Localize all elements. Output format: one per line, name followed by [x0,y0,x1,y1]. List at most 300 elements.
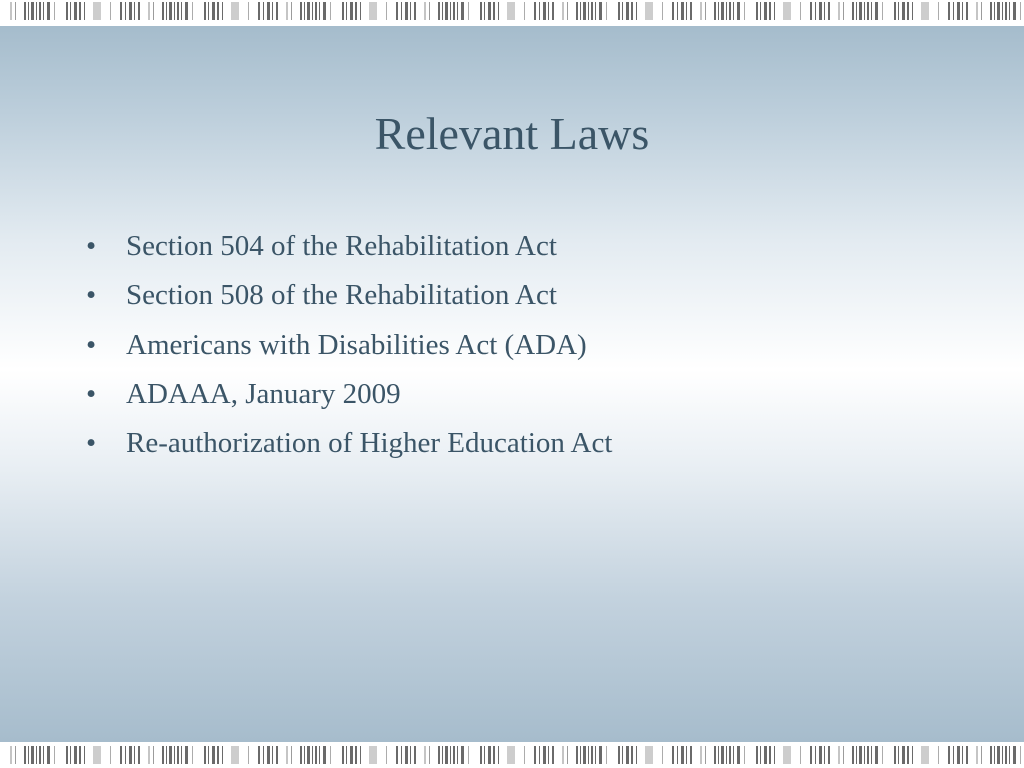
barcode-bar [457,746,458,764]
barcode-bar [524,2,525,20]
barcode-bar [622,2,623,20]
bullet-text: ADAAA, January 2009 [126,377,401,410]
barcode-bar [938,746,939,764]
barcode-bar [28,2,29,20]
barcode-bar [677,746,678,764]
barcode-bar [819,746,822,764]
barcode-bar [222,746,223,764]
barcode-bar [583,2,586,20]
barcode-bar [729,746,731,764]
barcode-bar [756,2,758,20]
barcode-bar [300,2,302,20]
barcode-bar [898,2,899,20]
barcode-bar [442,746,443,764]
bullet-text: Re-authorization of Higher Education Act [126,427,613,460]
barcode-bar [134,2,135,20]
barcode-bar [882,2,883,20]
barcode-bar [859,2,862,20]
barcode-bar [177,2,179,20]
barcode-bar [276,746,278,764]
bullet-icon: • [86,230,97,262]
bullet-item [86,321,612,370]
barcode-bar [129,2,132,20]
barcode-bar [898,746,899,764]
barcode-bar [429,2,430,20]
barcode-bar [488,746,491,764]
barcode-bar [461,746,464,764]
barcode-bar [414,2,416,20]
barcode-bar [764,2,767,20]
barcode-bar [856,746,857,764]
barcode-bar [912,2,913,20]
barcode-bar [631,2,633,20]
barcode-bar [714,2,716,20]
barcode-bar [484,2,485,20]
barcode-bar [276,2,278,20]
barcode-bar [24,2,26,20]
barcode-bar [350,746,353,764]
barcode-bar [231,2,239,20]
barcode-bar [580,746,581,764]
barcode-bar [110,746,111,764]
barcode-bar [875,2,878,20]
barcode-bar [312,746,313,764]
barcode-bar [192,746,193,764]
barcode-bar [208,746,209,764]
barcode-bar [355,2,357,20]
barcode-bar [681,2,684,20]
barcode-bar [774,2,775,20]
barcode-bar [957,2,960,20]
barcode-bar [902,746,905,764]
barcode-bar [39,2,41,20]
barcode-bar [181,2,182,20]
barcode-bar [800,746,801,764]
bullet-item [86,271,612,320]
barcode-bar [125,746,126,764]
barcode-bar [307,746,310,764]
barcode-bar [248,2,249,20]
barcode-bar [153,746,154,764]
bullet-item [86,222,612,271]
barcode-bar [764,746,767,764]
barcode-bar [217,746,219,764]
barcode-bar [47,746,50,764]
barcode-bar [47,2,50,20]
barcode-bar [686,746,687,764]
barcode-bar [169,2,172,20]
barcode-bar [744,2,745,20]
barcode-bar [315,2,317,20]
barcode-bar [148,2,150,20]
barcode-bar [606,746,607,764]
barcode-bar [468,2,469,20]
barcode-bar [562,2,564,20]
barcode-bar [962,746,963,764]
barcode-bar [54,746,55,764]
barcode-bar [66,2,68,20]
barcode-bar [204,2,206,20]
barcode-bar [672,746,674,764]
barcode-bar [148,746,150,764]
barcode-bar [54,2,55,20]
barcode-bar [204,746,206,764]
barcode-bar [824,2,825,20]
barcode-bar [588,2,589,20]
barcode-bar [507,746,515,764]
barcode-bar [286,746,288,764]
barcode-bar [177,746,179,764]
barcode-bar [662,2,663,20]
barcode-bar [453,2,455,20]
barcode-bar [429,746,430,764]
barcode-bar [493,746,495,764]
barcode-bar [31,2,34,20]
barcode-bar [838,746,840,764]
bullet-list [86,222,612,468]
barcode-bar [369,2,377,20]
barcode-bar [539,2,540,20]
barcode-bar [875,746,878,764]
barcode-bar [552,746,554,764]
barcode-bar [307,2,310,20]
barcode-bar [867,746,869,764]
barcode-bar [457,2,458,20]
barcode-bar [319,2,320,20]
barcode-bar [315,746,317,764]
barcode-bar [93,746,101,764]
barcode-bar [84,2,85,20]
barcode-bar [591,2,593,20]
barcode-bar [997,746,1000,764]
barcode-bar [871,746,872,764]
barcode-bar [912,746,913,764]
barcode-bar [583,746,586,764]
barcode-bar [907,2,909,20]
barcode-bar [726,746,727,764]
barcode-bar [567,2,568,20]
barcode-bar [843,2,844,20]
barcode-bar [864,746,865,764]
barcode-bar [714,746,716,764]
bullet-icon: • [86,377,97,410]
barcode-bar [994,2,995,20]
barcode-bar [591,746,593,764]
barcode-bar [396,746,398,764]
barcode-bar [350,2,353,20]
barcode-bar [552,2,554,20]
barcode-bar [74,746,77,764]
barcode-bar [192,2,193,20]
barcode-bar [726,2,727,20]
barcode-bar [330,2,331,20]
barcode-bar [948,2,950,20]
bullet-icon: • [86,427,97,460]
barcode-bar [36,746,37,764]
barcode-bar [966,2,968,20]
barcode-bar [921,2,929,20]
barcode-bar [576,2,578,20]
barcode-bar [576,746,578,764]
barcode-bar [79,746,81,764]
barcode-bar [263,2,264,20]
barcode-bar [450,2,451,20]
barcode-bar [774,746,775,764]
barcode-bar [718,2,719,20]
barcode-bar [595,2,596,20]
barcode-bar [852,2,854,20]
barcode-bar [248,746,249,764]
barcode-bar [267,746,270,764]
barcode-bar [450,746,451,764]
barcode-bar [645,746,653,764]
barcode-bar [414,746,416,764]
barcode-bar [134,746,135,764]
barcode-bar [401,2,402,20]
barcode-bar [976,2,978,20]
slide-content-panel [0,26,1024,742]
barcode-bar [645,2,653,20]
barcode-bar [15,2,16,20]
barcode-bar [760,2,761,20]
barcode-bar [733,746,734,764]
barcode-bar [323,2,326,20]
barcode-bar [300,746,302,764]
barcode-bar [162,746,164,764]
barcode-bar [410,746,411,764]
bullet-text: Section 504 of the Rehabilitation Act [126,230,557,262]
barcode-bar [212,2,215,20]
barcode-bar [588,746,589,764]
barcode-bar [442,2,443,20]
barcode-bar [1020,2,1021,20]
barcode-bar [859,746,862,764]
barcode-bar [580,2,581,20]
barcode-bar [319,746,320,764]
barcode-bar [263,746,264,764]
barcode-bar [468,746,469,764]
barcode-bar [445,2,448,20]
barcode-bar [902,2,905,20]
barcode-bar [618,2,620,20]
barcode-bar [938,2,939,20]
barcode-bar [606,2,607,20]
barcode-bar [966,746,968,764]
barcode-bar [700,746,702,764]
barcode-bar [424,2,426,20]
barcode-bar [838,2,840,20]
barcode-bar [760,746,761,764]
barcode-bar [907,746,909,764]
barcode-bar [438,2,440,20]
barcode-bar [217,2,219,20]
barcode-bar [166,2,167,20]
barcode-bar [871,2,872,20]
barcode-bar [524,746,525,764]
barcode-bar [258,2,260,20]
barcode-bar [705,2,706,20]
barcode-bar [110,2,111,20]
barcode-bar [162,2,164,20]
bullet-text: Americans with Disabilities Act (ADA) [126,328,587,361]
barcode-bar [769,2,771,20]
barcode-bar [120,2,122,20]
barcode-bar [79,2,81,20]
barcode-bar [595,746,596,764]
barcode-bar [534,746,536,764]
barcode-bar [93,2,101,20]
barcode-bar [39,746,41,764]
barcode-bar [681,746,684,764]
barcode-bar [174,746,175,764]
barcode-bar [1005,2,1007,20]
barcode-bar [864,2,865,20]
barcode-bar [756,746,758,764]
barcode-bar [882,746,883,764]
barcode-bar [677,2,678,20]
barcode-bar [174,2,175,20]
barcode-bar [396,2,398,20]
barcode-bar [208,2,209,20]
barcode-bar [953,746,954,764]
barcode-bar [323,746,326,764]
barcode-bar [800,2,801,20]
top-barcode-border [0,0,1024,24]
barcode-bar [342,2,344,20]
barcode-bar [718,746,719,764]
barcode-bar [342,746,344,764]
barcode-bar [24,746,26,764]
slide-title: Relevant Laws [374,108,650,159]
barcode-bar [70,746,71,764]
barcode-bar [962,2,963,20]
barcode-bar [291,2,292,20]
barcode-bar [843,746,844,764]
barcode-bar [690,2,692,20]
barcode-bar [636,746,637,764]
barcode-bar [84,746,85,764]
barcode-bar [222,2,223,20]
barcode-bar [169,746,172,764]
barcode-bar [562,746,564,764]
bullet-text: Section 508 of the Rehabilitation Act [126,279,557,312]
barcode-bar [548,746,549,764]
barcode-bar [480,746,482,764]
barcode-bar [401,746,402,764]
barcode-bar [461,2,464,20]
barcode-bar [957,746,960,764]
barcode-bar [543,2,546,20]
barcode-bar [721,746,724,764]
barcode-bar [369,746,377,764]
barcode-bar [480,2,482,20]
barcode-bar [662,746,663,764]
barcode-bar [636,2,637,20]
barcode-bar [729,2,731,20]
barcode-bar [15,746,16,764]
barcode-bar [166,746,167,764]
barcode-bar [498,2,499,20]
barcode-bar [330,746,331,764]
barcode-bar [43,746,44,764]
barcode-bar [355,746,357,764]
barcode-bar [43,2,44,20]
barcode-bar [304,2,305,20]
barcode-bar [10,746,12,764]
barcode-bar [567,746,568,764]
barcode-bar [346,2,347,20]
barcode-bar [626,746,629,764]
barcode-bar [360,746,361,764]
barcode-bar [74,2,77,20]
barcode-bar [129,746,132,764]
barcode-bar [953,2,954,20]
barcode-bar [534,2,536,20]
barcode-bar [783,746,791,764]
barcode-bar [548,2,549,20]
barcode-bar [386,746,387,764]
barcode-bar [258,746,260,764]
barcode-bar [981,746,982,764]
barcode-bar [921,746,929,764]
barcode-bar [181,746,182,764]
barcode-bar [185,2,188,20]
barcode-bar [810,2,812,20]
barcode-bar [990,746,992,764]
barcode-bar [507,2,515,20]
barcode-bar [286,2,288,20]
barcode-bar [990,2,992,20]
barcode-bar [493,2,495,20]
barcode-bar [1002,2,1003,20]
barcode-bar [810,746,812,764]
barcode-bar [1013,2,1016,20]
barcode-bar [1009,2,1010,20]
barcode-bar [346,746,347,764]
barcode-bar [267,2,270,20]
barcode-bar [599,746,602,764]
barcode-bar [231,746,239,764]
barcode-bar [737,746,740,764]
barcode-bar [1002,746,1003,764]
barcode-bar [867,2,869,20]
barcode-bar [138,2,140,20]
barcode-bar [981,2,982,20]
barcode-bar [120,746,122,764]
barcode-bar [994,746,995,764]
barcode-bar [272,746,273,764]
barcode-bar [539,746,540,764]
barcode-bar [819,2,822,20]
bullet-item [86,419,612,468]
barcode-bar [543,746,546,764]
barcode-bar [36,2,37,20]
barcode-bar [360,2,361,20]
barcode-bar [153,2,154,20]
barcode-bar [828,746,830,764]
barcode-bar [488,2,491,20]
barcode-bar [622,746,623,764]
barcode-bar [386,2,387,20]
barcode-bar [424,746,426,764]
barcode-bar [1005,746,1007,764]
barcode-bar [894,746,896,764]
barcode-bar [700,2,702,20]
barcode-bar [28,746,29,764]
barcode-bar [70,2,71,20]
barcode-bar [185,746,188,764]
bullet-item [86,370,612,419]
